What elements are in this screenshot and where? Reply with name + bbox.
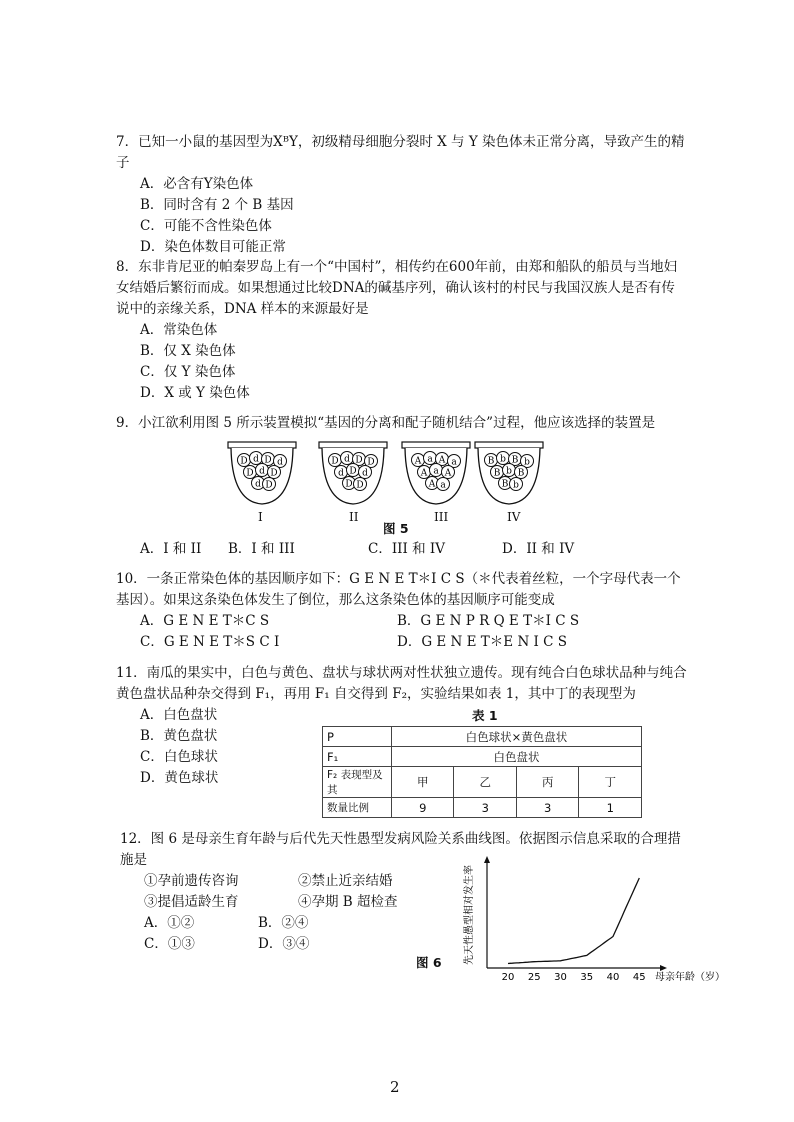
table-p-label: P bbox=[323, 727, 392, 747]
basket-rim bbox=[228, 442, 296, 448]
table-ratio-bing: 3 bbox=[516, 798, 578, 818]
q7-option-c: C．可能不含性染色体 bbox=[140, 218, 272, 234]
q12-measure-2: ②禁止近亲结婚 bbox=[298, 873, 393, 889]
basket-3 bbox=[402, 442, 470, 504]
chart-y-arrow bbox=[484, 856, 490, 863]
chart-x-arrow bbox=[660, 965, 667, 971]
q8-stem: 8．东非肯尼亚的帕秦罗岛上有一个“中国村”，相传约在600年前，由郑和船队的船员与当地妇女结婚后繁衍而成。如果想通过比较DNA的碱基序列，确认该村的村民与我国汉族人是否有传说中的亲缘关系，DNA 样本的来源最好是 bbox=[116, 259, 678, 317]
gene-ball-label: D bbox=[349, 466, 357, 477]
gene-ball-label: D bbox=[265, 480, 273, 491]
q8-option-c: C．仅 Y 染色体 bbox=[140, 364, 236, 380]
gene-ball-label: A bbox=[428, 479, 436, 490]
gene-ball-label: d bbox=[255, 479, 261, 490]
q10-option-c: C．G E N E T＊S C I bbox=[140, 634, 280, 650]
gene-ball-label: D bbox=[367, 457, 375, 468]
gene-ball-label: D bbox=[355, 455, 363, 466]
q9-option-a: A．I 和 II bbox=[140, 541, 202, 557]
gene-ball-label: b bbox=[513, 480, 519, 491]
page-number: 2 bbox=[390, 1078, 400, 1096]
q9-option-d: D．II 和 IV bbox=[502, 541, 575, 557]
basket-label-3: III bbox=[434, 510, 449, 524]
q8-option-d: D．X 或 Y 染色体 bbox=[140, 385, 250, 401]
chart-series-line bbox=[508, 878, 639, 964]
gene-ball-label: a bbox=[451, 457, 457, 468]
q11-option-a: A．白色盘状 bbox=[140, 707, 218, 723]
table-1-caption: 表 1 bbox=[472, 708, 498, 723]
table-row-p bbox=[323, 727, 642, 747]
basket-rim bbox=[475, 442, 543, 448]
question-8 bbox=[116, 257, 688, 404]
chart-x-tick-label: 40 bbox=[606, 972, 620, 983]
gene-ball-label: A bbox=[420, 468, 428, 479]
gene-ball-label: D bbox=[356, 480, 364, 491]
basket-rim bbox=[319, 442, 387, 448]
table-ratio-yi: 3 bbox=[454, 798, 516, 818]
gene-ball-label: A bbox=[414, 456, 422, 467]
q12-option-c: C．①③ bbox=[144, 936, 195, 952]
q11-option-c: C．白色球状 bbox=[140, 749, 218, 765]
gene-ball-label: B bbox=[511, 455, 519, 466]
q7-option-b: B．同时含有 2 个 B 基因 bbox=[140, 197, 294, 213]
question-9 bbox=[116, 413, 688, 434]
chart-x-tick-label: 30 bbox=[554, 972, 567, 983]
gene-ball-label: A bbox=[444, 468, 452, 479]
gene-ball-label: d bbox=[259, 466, 265, 477]
chart-x-tick-label: 20 bbox=[501, 972, 515, 983]
gene-ball-label: B bbox=[493, 468, 501, 479]
gene-ball-label: D bbox=[345, 479, 353, 490]
q10-option-b: B．G E N P R Q E T＊I C S bbox=[397, 613, 580, 629]
question-10 bbox=[116, 569, 688, 653]
q12-option-b: B．②④ bbox=[258, 915, 309, 931]
q8-option-b: B．仅 X 染色体 bbox=[140, 343, 236, 359]
q12-option-a: A．①② bbox=[144, 915, 195, 931]
gene-ball-label: A bbox=[438, 455, 446, 466]
gene-ball-label: a bbox=[440, 480, 446, 491]
gene-ball-label: D bbox=[270, 468, 278, 479]
table-row-f1 bbox=[323, 747, 642, 767]
q9-stem: 9．小江欲利用图 5 所示装置模拟“基因的分离和配子随机结合”过程，他应该选择的装置是 bbox=[116, 415, 656, 431]
q12-stem: 12．图 6 是母亲生育年龄与后代先天性愚型发病风险关系曲线图。依据图示信息采取的合理措施是 bbox=[120, 831, 681, 868]
figure-5-caption: 图 5 bbox=[383, 521, 409, 536]
gene-ball-label: B bbox=[517, 468, 525, 479]
basket-label-4: IV bbox=[507, 510, 521, 524]
q10-stem: 10．一条正常染色体的基因顺序如下：G E N E T＊I C S（＊代表着丝粒，一个字母代表一个基因）。如果这条染色体发生了倒位，那么这条染色体的基因顺序可能变成 bbox=[116, 571, 681, 608]
q9-option-b: B．I 和 III bbox=[228, 541, 295, 557]
table-header-yi: 乙 bbox=[454, 767, 516, 798]
q7-option-d: D．染色体数目可能正常 bbox=[140, 239, 286, 255]
figure-6-chart bbox=[455, 855, 725, 985]
gene-ball-label: B bbox=[501, 479, 509, 490]
table-ratio-ding: 1 bbox=[579, 798, 642, 818]
gene-ball-label: b bbox=[500, 454, 506, 465]
q7-option-a: A．必含有Y染色体 bbox=[140, 176, 254, 192]
q11-stem: 11．南瓜的果实中，白色与黄色、盘状与球状两对性状独立遗传。现有纯合白色球状品种与纯合黄色盘状品种杂交得到 F₁，再用 F₁ 自交得到 F₂，实验结果如表 1，其中丁的表现型为 bbox=[116, 665, 687, 702]
table-f2-label-2: 数量比例 bbox=[323, 798, 392, 818]
table-f2-label-1: F₂ 表现型及其 bbox=[323, 767, 392, 798]
chart-x-tick-label: 25 bbox=[527, 972, 541, 983]
basket-label-2: II bbox=[349, 510, 359, 524]
table-f1-value: 白色盘状 bbox=[392, 747, 642, 767]
table-ratio-jia: 9 bbox=[392, 798, 454, 818]
q12-measure-3: ③提倡适龄生育 bbox=[144, 894, 239, 910]
basket-2 bbox=[319, 442, 387, 504]
basket-rim bbox=[402, 442, 470, 448]
gene-ball-label: a bbox=[433, 466, 439, 477]
gene-ball-label: D bbox=[246, 468, 254, 479]
gene-ball-label: d bbox=[338, 468, 344, 479]
table-header-bing: 丙 bbox=[516, 767, 578, 798]
q9-option-c: C．III 和 IV bbox=[368, 541, 445, 557]
table-f1-label: F₁ bbox=[323, 747, 392, 767]
question-7 bbox=[116, 132, 688, 258]
chart-y-label: 先天性愚型相对发生率 bbox=[464, 865, 475, 965]
gene-ball-label: d bbox=[253, 454, 259, 465]
q9-options bbox=[116, 539, 688, 560]
q12-measure-4: ④孕期 B 超检查 bbox=[298, 894, 398, 910]
figure-6-caption: 图 6 bbox=[416, 955, 442, 970]
gene-ball-label: b bbox=[524, 457, 530, 468]
table-1 bbox=[322, 726, 642, 818]
table-row-f2-phenotype bbox=[323, 767, 642, 798]
q12-option-d: D．③④ bbox=[258, 936, 310, 952]
basket-label-1: I bbox=[258, 510, 263, 524]
gene-ball-label: B bbox=[487, 456, 495, 467]
gene-ball-label: d bbox=[344, 454, 350, 465]
basket-1 bbox=[228, 442, 296, 504]
chart-x-label: 母亲年龄（岁） bbox=[655, 972, 725, 983]
q11-option-d: D．黄色球状 bbox=[140, 770, 219, 786]
gene-ball-label: b bbox=[506, 466, 512, 477]
gene-ball-label: d bbox=[362, 468, 368, 479]
table-row-ratio bbox=[323, 798, 642, 818]
gene-ball-label: D bbox=[264, 455, 272, 466]
table-header-jia: 甲 bbox=[392, 767, 454, 798]
q8-option-a: A．常染色体 bbox=[140, 322, 218, 338]
figure-5-baskets bbox=[225, 440, 565, 520]
basket-4 bbox=[475, 442, 543, 504]
q11-option-b: B．黄色盘状 bbox=[140, 728, 218, 744]
chart-x-tick-label: 35 bbox=[580, 972, 594, 983]
q7-stem: 7．已知一小鼠的基因型为XᴮY，初级精母细胞分裂时 X 与 Y 染色体未正常分离，导致产生的精子 bbox=[116, 134, 685, 171]
gene-ball-label: D bbox=[240, 456, 248, 467]
q10-option-a: A．G E N E T＊C S bbox=[140, 613, 270, 629]
chart-x-tick-label: 45 bbox=[632, 972, 646, 983]
table-header-ding: 丁 bbox=[579, 767, 642, 798]
gene-ball-label: a bbox=[427, 454, 433, 465]
gene-ball-label: D bbox=[331, 456, 339, 467]
table-p-value: 白色球状×黄色盘状 bbox=[392, 727, 642, 747]
q12-measure-1: ①孕前遗传咨询 bbox=[144, 873, 239, 889]
gene-ball-label: d bbox=[277, 457, 283, 468]
q10-option-d: D．G E N E T＊E N I C S bbox=[397, 634, 568, 650]
